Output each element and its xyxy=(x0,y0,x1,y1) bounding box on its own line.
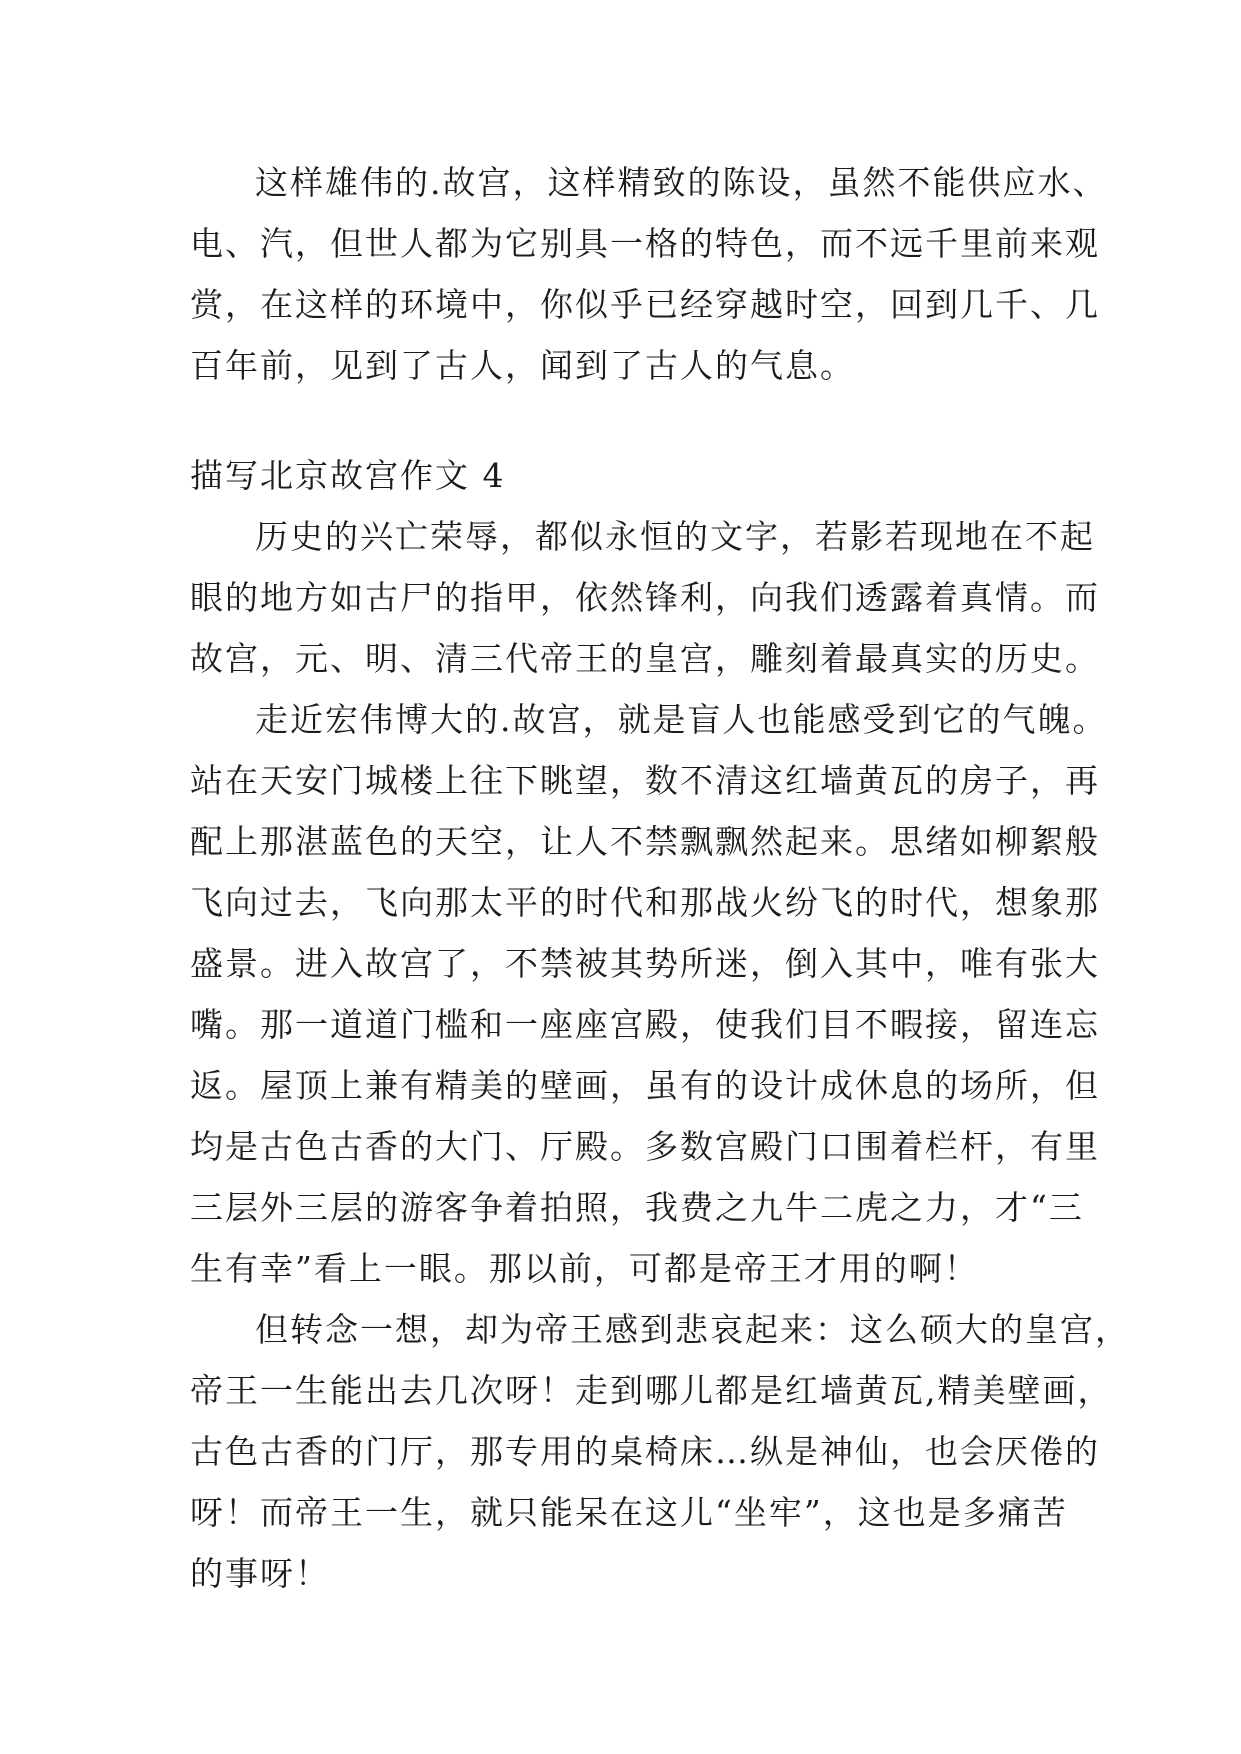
text-line: 配上那湛蓝色的天空，让人不禁飘飘然起来。思绪如柳絮般 xyxy=(190,822,1100,861)
text-line: 飞向过去，飞向那太平的时代和那战火纷飞的时代，想象那 xyxy=(190,883,1100,922)
section-heading: 描写北京故宫作文 4 xyxy=(190,456,506,495)
text-line: 眼的地方如古尸的指甲，依然锋利，向我们透露着真情。而 xyxy=(190,578,1100,617)
text-line: 历史的兴亡荣辱，都似永恒的文字，若影若现地在不起 xyxy=(255,517,1095,556)
text-line: 赏，在这样的环境中，你似乎已经穿越时空，回到几千、几 xyxy=(190,285,1100,324)
text-line: 呀！而帝王一生，就只能呆在这儿“坐牢”，这也是多痛苦 xyxy=(190,1493,1068,1532)
text-line: 帝王一生能出去几次呀！走到哪儿都是红墙黄瓦,精美壁画， xyxy=(190,1371,1113,1410)
text-line: 三层外三层的游客争着拍照，我费之九牛二虎之力，才“三 xyxy=(190,1188,1084,1227)
text-line: 站在天安门城楼上往下眺望，数不清这红墙黄瓦的房子，再 xyxy=(190,761,1100,800)
text-line: 故宫，元、明、清三代帝王的皇宫，雕刻着最真实的历史。 xyxy=(190,639,1100,678)
text-line: 但转念一想，却为帝王感到悲哀起来：这么硕大的皇宫， xyxy=(255,1310,1130,1349)
text-line: 盛景。进入故宫了，不禁被其势所迷，倒入其中，唯有张大 xyxy=(190,944,1100,983)
text-line: 百年前，见到了古人，闻到了古人的气息。 xyxy=(190,346,855,385)
text-line: 均是古色古香的大门、厅殿。多数宫殿门口围着栏杆，有里 xyxy=(190,1127,1100,1166)
text-line: 这样雄伟的.故宫，这样精致的陈设，虽然不能供应水、 xyxy=(255,163,1108,202)
text-line: 生有幸”看上一眼。那以前，可都是帝王才用的啊！ xyxy=(190,1249,979,1288)
text-line: 电、汽，但世人都为它别具一格的特色，而不远千里前来观 xyxy=(190,224,1100,263)
text-line: 古色古香的门厅，那专用的桌椅床…纵是神仙，也会厌倦的 xyxy=(190,1432,1100,1471)
text-line: 嘴。那一道道门槛和一座座宫殿，使我们目不暇接，留连忘 xyxy=(190,1005,1100,1044)
text-line: 返。屋顶上兼有精美的壁画，虽有的设计成休息的场所，但 xyxy=(190,1066,1100,1105)
text-line: 的事呀！ xyxy=(190,1554,330,1593)
text-line: 走近宏伟博大的.故宫，就是盲人也能感受到它的气魄。 xyxy=(255,700,1108,739)
